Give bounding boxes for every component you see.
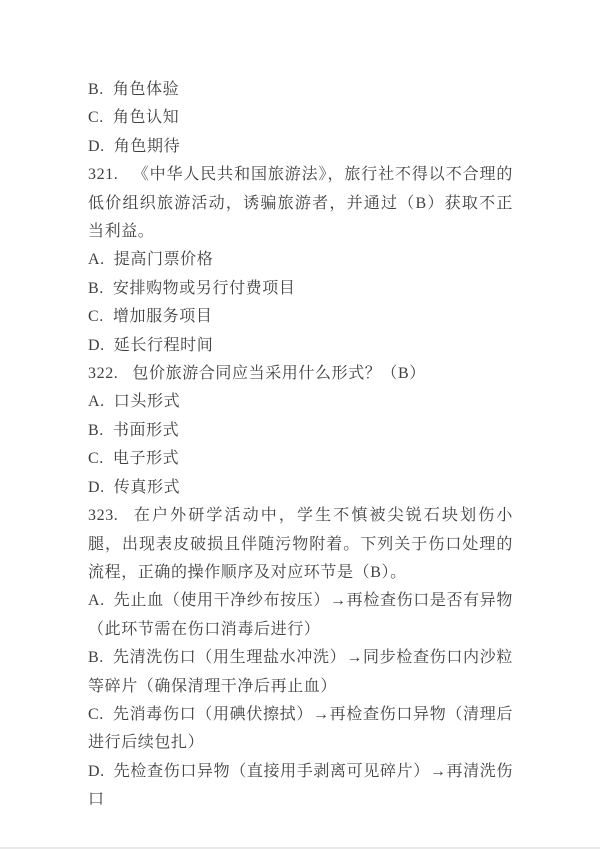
question-list [88,76,513,815]
option-text: 先检查伤口异物（直接用手剥离可见碎片）→再清洗伤口 [88,762,513,809]
question-text: 《中华人民共和国旅游法》，旅行社不得以不合理的低价组织旅游活动，诱骗旅游者，并通过（B）获取不正当利益。 [88,166,513,241]
option-text: 增加服务项目 [112,308,213,326]
question-stem [88,161,513,246]
option-label: D. [88,762,105,780]
option-label: C. [88,109,104,127]
option-label: B. [88,649,104,667]
option-text: 先清洗伤口（用生理盐水冲洗）→同步检查伤口内沙粒等碎片（确保清理干净后再止血） [88,649,513,695]
option-text: 安排购物或另行付费项目 [112,279,296,297]
option-line [88,417,513,445]
option-label: B. [88,421,104,439]
option-text: 电子形式 [112,450,180,468]
option-line [88,445,513,473]
option-text: 先消毒伤口（用碘伏擦拭）→再检查伤口异物（清理后进行后续包扎） [88,705,513,752]
option-text: 角色体验 [112,81,180,98]
question-stem [88,502,513,587]
option-line [88,104,513,132]
option-text: 口头形式 [113,393,181,411]
question-text: 在户外研学活动中，学生不慎被尖锐石块划伤小腿，出现表皮破损且伴随污物附着。下列关于伤口处理的流程，正确的操作顺序及对应环节是（B）。 [88,507,513,581]
option-line [88,133,513,161]
option-text: 角色认知 [112,109,180,127]
option-line [88,701,513,758]
option-line [88,474,513,502]
option-label: C. [88,308,104,326]
option-line [88,587,513,644]
option-text: 延长行程时间 [113,336,214,354]
option-text: 角色期待 [113,137,181,155]
option-label: C. [88,705,104,723]
option-line [88,332,513,360]
option-text: 提高门票价格 [113,251,214,269]
question-text: 包价旅游合同应当采用什么形式？（B） [132,365,426,383]
option-line [88,758,513,815]
option-text: 书面形式 [112,421,180,439]
option-text: 先止血（使用干净纱布按压）→再检查伤口是否有异物（此环节需在伤口消毒后进行） [88,592,513,638]
question-stem [88,360,513,388]
option-label: C. [88,450,104,468]
option-label: B. [88,81,104,98]
option-text: 传真形式 [113,478,181,496]
question-number: 322. [88,365,119,383]
option-label: B. [88,279,104,297]
option-line [88,644,513,701]
option-label: D. [88,336,105,354]
option-line [88,388,513,416]
question-number: 321. [88,166,119,184]
option-line [88,76,513,104]
option-label: D. [88,137,105,155]
option-line [88,246,513,274]
option-line [88,303,513,331]
option-line [88,275,513,303]
option-label: A. [88,393,105,411]
option-label: A. [88,251,105,269]
option-label: A. [88,592,105,610]
option-label: D. [88,478,105,496]
question-number: 323. [88,507,119,525]
